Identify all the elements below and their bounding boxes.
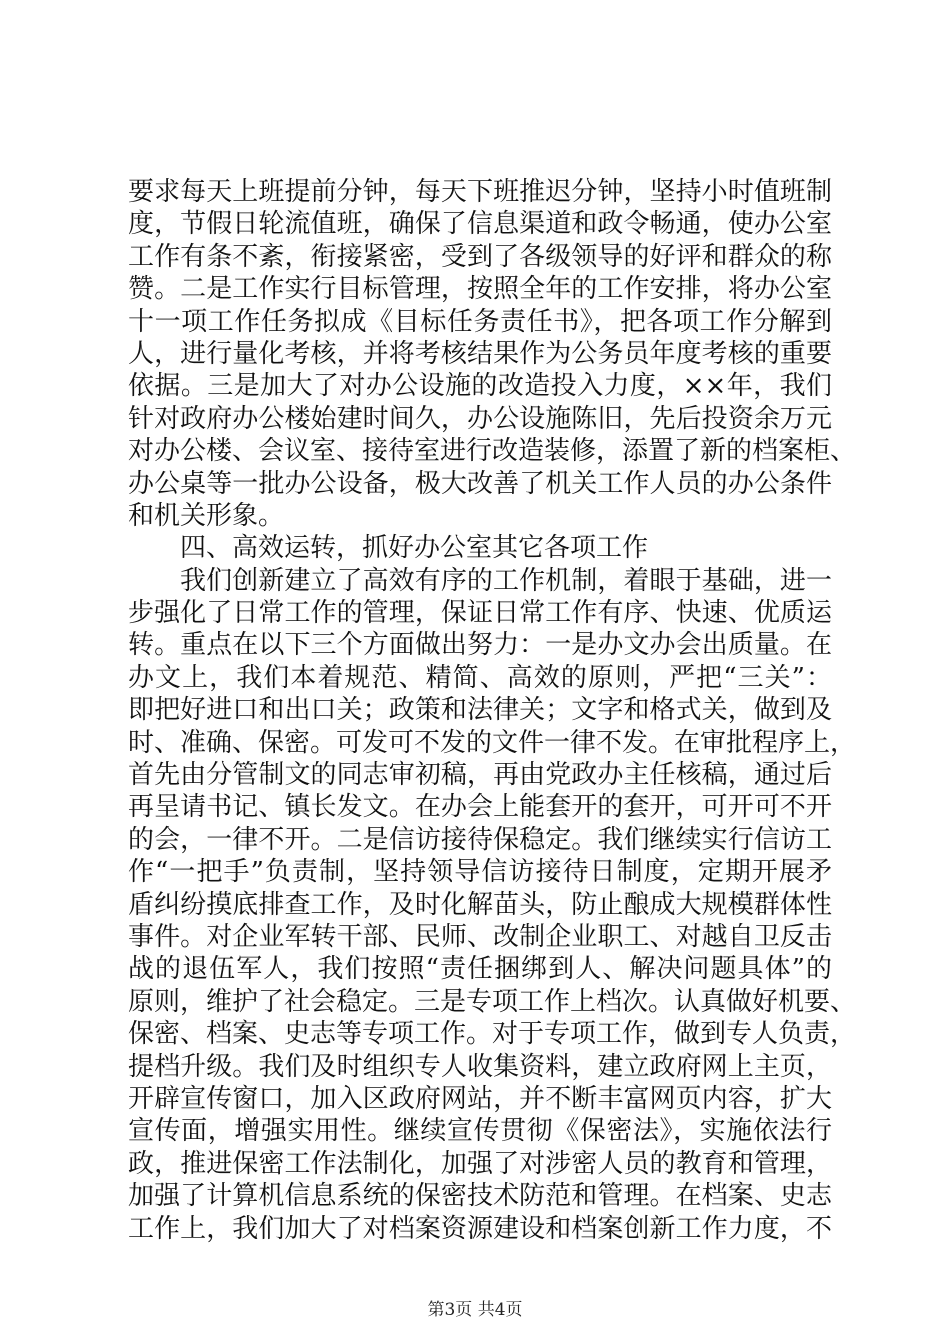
text-line: 原则，维护了社会稳定。三是专项工作上档次。认真做好机要、 xyxy=(128,986,857,1017)
text-line: 再呈请书记、镇长发文。在办会上能套开的套开，可开可不开 xyxy=(128,792,832,823)
text-line: 针对政府办公楼始建时间久，办公设施陈旧，先后投资余万元 xyxy=(128,403,832,434)
text-line: 人，进行量化考核，并将考核结果作为公务员年度考核的重要 xyxy=(128,338,832,369)
text-line: 作“一把手”负责制，坚持领导信访接待日制度，定期开展矛 xyxy=(128,857,832,888)
text-line: 转。重点在以下三个方面做出努力：一是办文办会出质量。在 xyxy=(128,630,832,661)
document-body xyxy=(128,176,857,1245)
text-line: 提档升级。我们及时组织专人收集资料，建立政府网上主页， xyxy=(128,1051,832,1082)
section-heading: 四、高效运转，抓好办公室其它各项工作 xyxy=(180,533,649,564)
text-line: 和机关形象。 xyxy=(128,500,285,531)
text-line: 即把好进口和出口关；政策和法律关；文字和格式关，做到及 xyxy=(128,695,832,726)
text-line: 政，推进保密工作法制化，加强了对涉密人员的教育和管理， xyxy=(128,1148,832,1179)
text-line: 时、准确、保密。可发可不发的文件一律不发。在审批程序上， xyxy=(128,727,857,758)
text-line: 办文上，我们本着规范、精简、高效的原则，严把“三关”： xyxy=(128,662,832,693)
text-line: 步强化了日常工作的管理，保证日常工作有序、快速、优质运 xyxy=(128,598,832,629)
text-line: 宣传面，增强实用性。继续宣传贯彻《保密法》，实施依法行 xyxy=(128,1116,832,1147)
text-line: 首先由分管制文的同志审初稿，再由党政办主任核稿，通过后 xyxy=(128,760,832,791)
text-line: 盾纠纷摸底排查工作，及时化解苗头，防止酿成大规模群体性 xyxy=(128,889,832,920)
text-line: 要求每天上班提前分钟，每天下班推迟分钟，坚持小时值班制 xyxy=(128,177,832,207)
text-line: 对办公楼、会议室、接待室进行改造装修，添置了新的档案柜、 xyxy=(128,436,857,467)
text-line: 办公桌等一批办公设备，极大改善了机关工作人员的办公条件 xyxy=(128,468,832,499)
text-line: 度，节假日轮流值班，确保了信息渠道和政令畅通，使办公室 xyxy=(128,209,832,240)
text-line: 的会，一律不开。二是信访接待保稳定。我们继续实行信访工 xyxy=(128,824,832,855)
text-line: 事件。对企业军转干部、民师、改制企业职工、对越自卫反击 xyxy=(128,921,832,952)
text-line: 加强了计算机信息系统的保密技术防范和管理。在档案、史志 xyxy=(128,1181,832,1212)
text-line: 工作上，我们加大了对档案资源建设和档案创新工作力度，不 xyxy=(128,1213,832,1244)
text-line: 我们创新建立了高效有序的工作机制，着眼于基础，进一 xyxy=(180,565,832,596)
text-line: 开辟宣传窗口，加入区政府网站，并不断丰富网页内容，扩大 xyxy=(128,1083,832,1114)
text-line: 十一项工作任务拟成《目标任务责任书》，把各项工作分解到 xyxy=(128,306,832,337)
text-line: 依据。三是加大了对办公设施的改造投入力度，××年，我们 xyxy=(128,371,832,402)
text-line: 工作有条不紊，衔接紧密，受到了各级领导的好评和群众的称 xyxy=(128,241,832,272)
page-footer: 第3页 共4页 xyxy=(427,1300,523,1320)
text-line: 战的退伍军人，我们按照“责任捆绑到人、解决问题具体”的 xyxy=(128,954,832,985)
text-line: 赞。二是工作实行目标管理，按照全年的工作安排，将办公室 xyxy=(128,274,832,305)
text-line: 保密、档案、史志等专项工作。对于专项工作，做到专人负责， xyxy=(128,1019,857,1050)
